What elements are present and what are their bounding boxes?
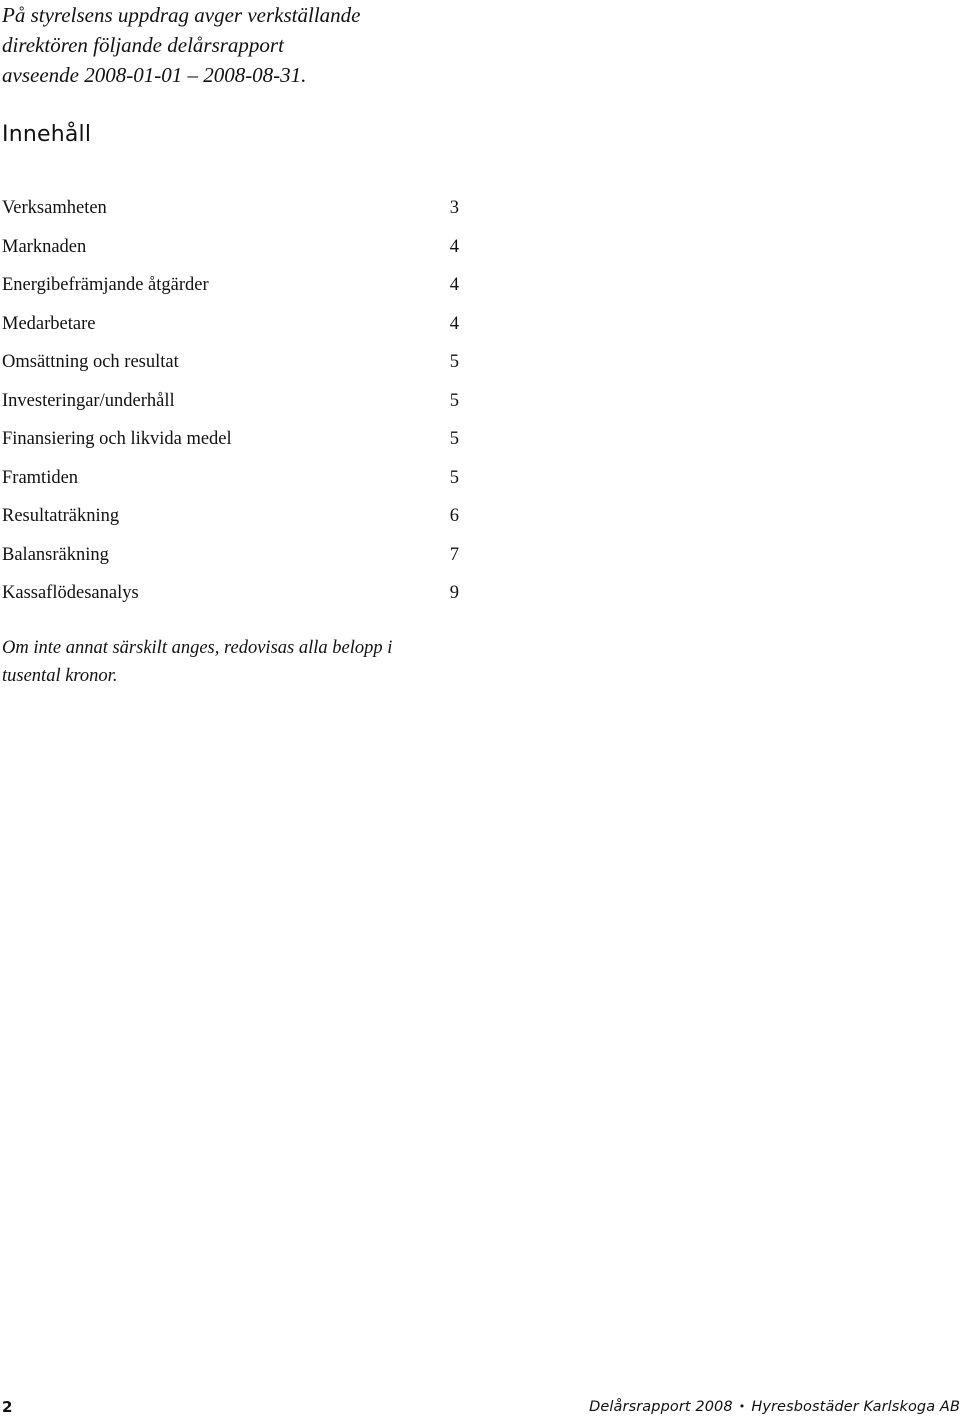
- note-line: tusental kronor.: [2, 666, 118, 686]
- toc-item-label: Finansiering och likvida medel: [2, 429, 232, 449]
- toc-item: [2, 383, 462, 422]
- toc-item-label: Energibefrämjande åtgärder: [2, 275, 209, 295]
- toc-item: [2, 575, 462, 614]
- toc-item-label: Framtiden: [2, 467, 79, 488]
- toc-item-page: 3: [449, 198, 459, 218]
- toc-item: [2, 460, 462, 499]
- intro-line: På styrelsens uppdrag avger verkställande: [2, 3, 361, 27]
- toc-item-label: Investeringar/underhåll: [2, 390, 175, 411]
- toc-item-page: 5: [449, 429, 459, 449]
- toc-item-label: Balansräkning: [2, 544, 109, 565]
- toc-item-label: Resultaträkning: [2, 506, 120, 526]
- toc-item-page: 4: [449, 275, 459, 295]
- intro-line: direktören följande delårsrapport: [2, 33, 284, 57]
- running-footer: [589, 1397, 960, 1417]
- toc-item-label: Verksamheten: [2, 198, 107, 218]
- toc-item-page: 6: [449, 506, 459, 526]
- page-number: 2: [2, 1398, 13, 1416]
- footer-publication: Delårsrapport 2008: [589, 1399, 733, 1415]
- toc-item-page: 7: [449, 544, 459, 565]
- note-line: Om inte annat särskilt anges, redovisas alla belopp i: [2, 638, 393, 658]
- toc-item: [2, 421, 462, 460]
- toc-item-page: 5: [449, 467, 459, 488]
- toc-item-page: 9: [449, 583, 459, 603]
- footer-company: Hyresbostäder Karlskoga AB: [751, 1399, 960, 1415]
- toc-item-label: Medarbetare: [2, 313, 96, 334]
- toc-item-page: 4: [449, 313, 459, 334]
- amounts-note: [2, 634, 442, 690]
- toc-item-page: 4: [449, 236, 459, 257]
- toc-item-label: Marknaden: [2, 236, 87, 257]
- toc-item: [2, 229, 462, 268]
- toc-item: [2, 306, 462, 345]
- intro-line: avseende 2008-01-01 – 2008-08-31.: [2, 63, 307, 87]
- toc-item-label: Kassaflödesanalys: [2, 583, 139, 603]
- toc-item-page: 5: [449, 352, 459, 372]
- toc-item: [2, 498, 462, 537]
- toc-item: [2, 344, 462, 383]
- toc-item: [2, 537, 462, 576]
- toc-item: [2, 267, 462, 306]
- toc-heading: Innehåll: [2, 122, 92, 147]
- toc-item-page: 5: [449, 390, 459, 411]
- toc-item-label: Omsättning och resultat: [2, 352, 179, 372]
- table-of-contents: [2, 190, 462, 614]
- intro-text: [2, 0, 522, 90]
- toc-item: [2, 190, 462, 229]
- footer-separator: •: [738, 1400, 746, 1413]
